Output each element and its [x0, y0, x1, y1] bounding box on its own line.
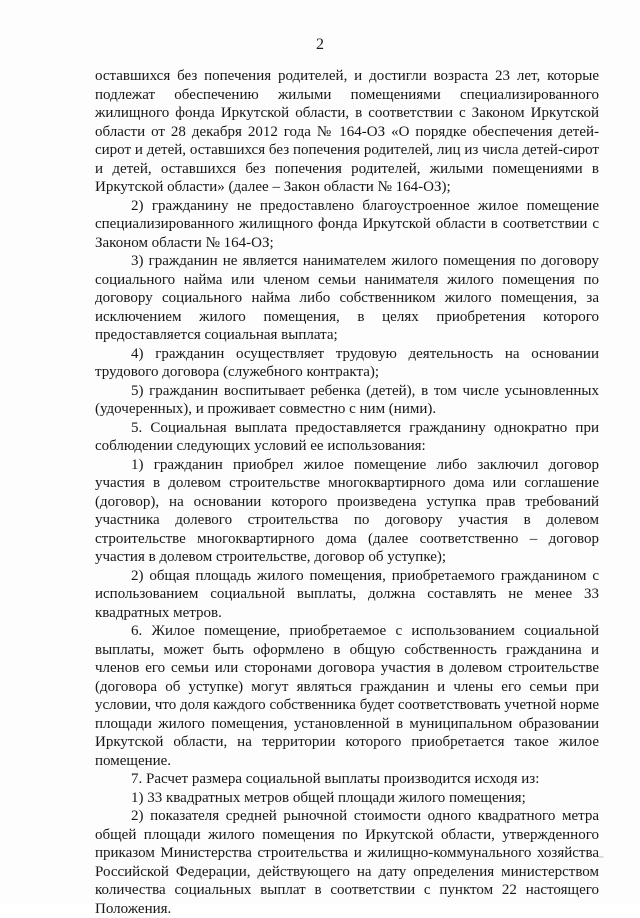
paragraph: 3) гражданин не является нанимателем жилого помещения по договору социального найма или членом семьи нанимателя жилого помещения по договору социального найма либо собственником жилого помещения, за исключением жилого помещения, в целях приобретения которого предоставляется социальная выплата;: [95, 253, 599, 343]
paragraph: 2) гражданину не предоставлено благоустроенное жилое помещение специализированного жилищного фонда Иркутской области в соответствии с Законом области № 164-ОЗ;: [95, 197, 599, 251]
paragraph: 2) показателя средней рыночной стоимости одного квадратного метра общей площади жилого помещения по Иркутской области, утвержденного приказом Министерства строительства и жилищно-коммунального хозяйства Российской Федерации, действующего на дату определения министерством количества социальных выплат в соответствии с пунктом 22 настоящего Положения.: [95, 808, 599, 917]
paragraph: 1) гражданин приобрел жилое помещение либо заключил договор участия в долевом строительстве многоквартирного дома или соглашение (договор), на основании которого произведена уступка прав требований участника долевого строительства по договору участия в долевом строительстве многоквартирного дома (далее соответственно – договор участия в долевом строительстве, договор об уступке);: [95, 456, 599, 565]
paragraph: 6. Жилое помещение, приобретаемое с использованием социальной выплаты, может быть оформлено в общую собственность гражданина и членов его семьи или сторонами договора участия в долевом строительстве (договора об уступке) могут являться гражданин и члены его семьи при условии, что доля каждого собственника будет соответствовать учетной норме площади жилого помещения, установленной в муниципальном образовании Иркутской области, на территории которого приобретается такое жилое помещение.: [95, 623, 599, 769]
paragraph: 7. Расчет размера социальной выплаты производится исходя из:: [131, 771, 540, 787]
paragraph: 1) 33 квадратных метров общей площади жилого помещения;: [131, 789, 526, 806]
paragraph: 2) общая площадь жилого помещения, приобретаемого гражданином с использованием социальной выплаты, должна составлять не менее 33 квадратных метров.: [95, 567, 599, 621]
paragraph: оставшихся без попечения родителей, и достигли возраста 23 лет, которые подлежат обеспечению жилыми помещениями специализированного жилищного фонда Иркутской области, в соответствии с Законом Иркутской области от 28 декабря 2012 года № 164-ОЗ «О порядке обеспечения детей-сирот и детей, оставшихся без попечения родителей, лиц из числа детей-сирот и детей, оставшихся без попечения родителей, жилыми помещениями в Иркутской области» (далее – Закон области № 164-ОЗ);: [95, 68, 599, 195]
paragraph: 4) гражданин осуществляет трудовую деятельность на основании трудового договора (служебного контракта);: [95, 345, 599, 380]
paragraph: 5. Социальная выплата предоставляется гражданину однократно при соблюдении следующих условий ее использования:: [95, 419, 599, 454]
page-number: 2: [316, 36, 324, 53]
scan-mark: ⁻: [598, 852, 605, 866]
document-body: [95, 67, 599, 918]
paragraph: 5) гражданин воспитывает ребенка (детей), в том числе усыновленных (удочеренных), и проживает совместно с ним (ними).: [95, 382, 599, 417]
